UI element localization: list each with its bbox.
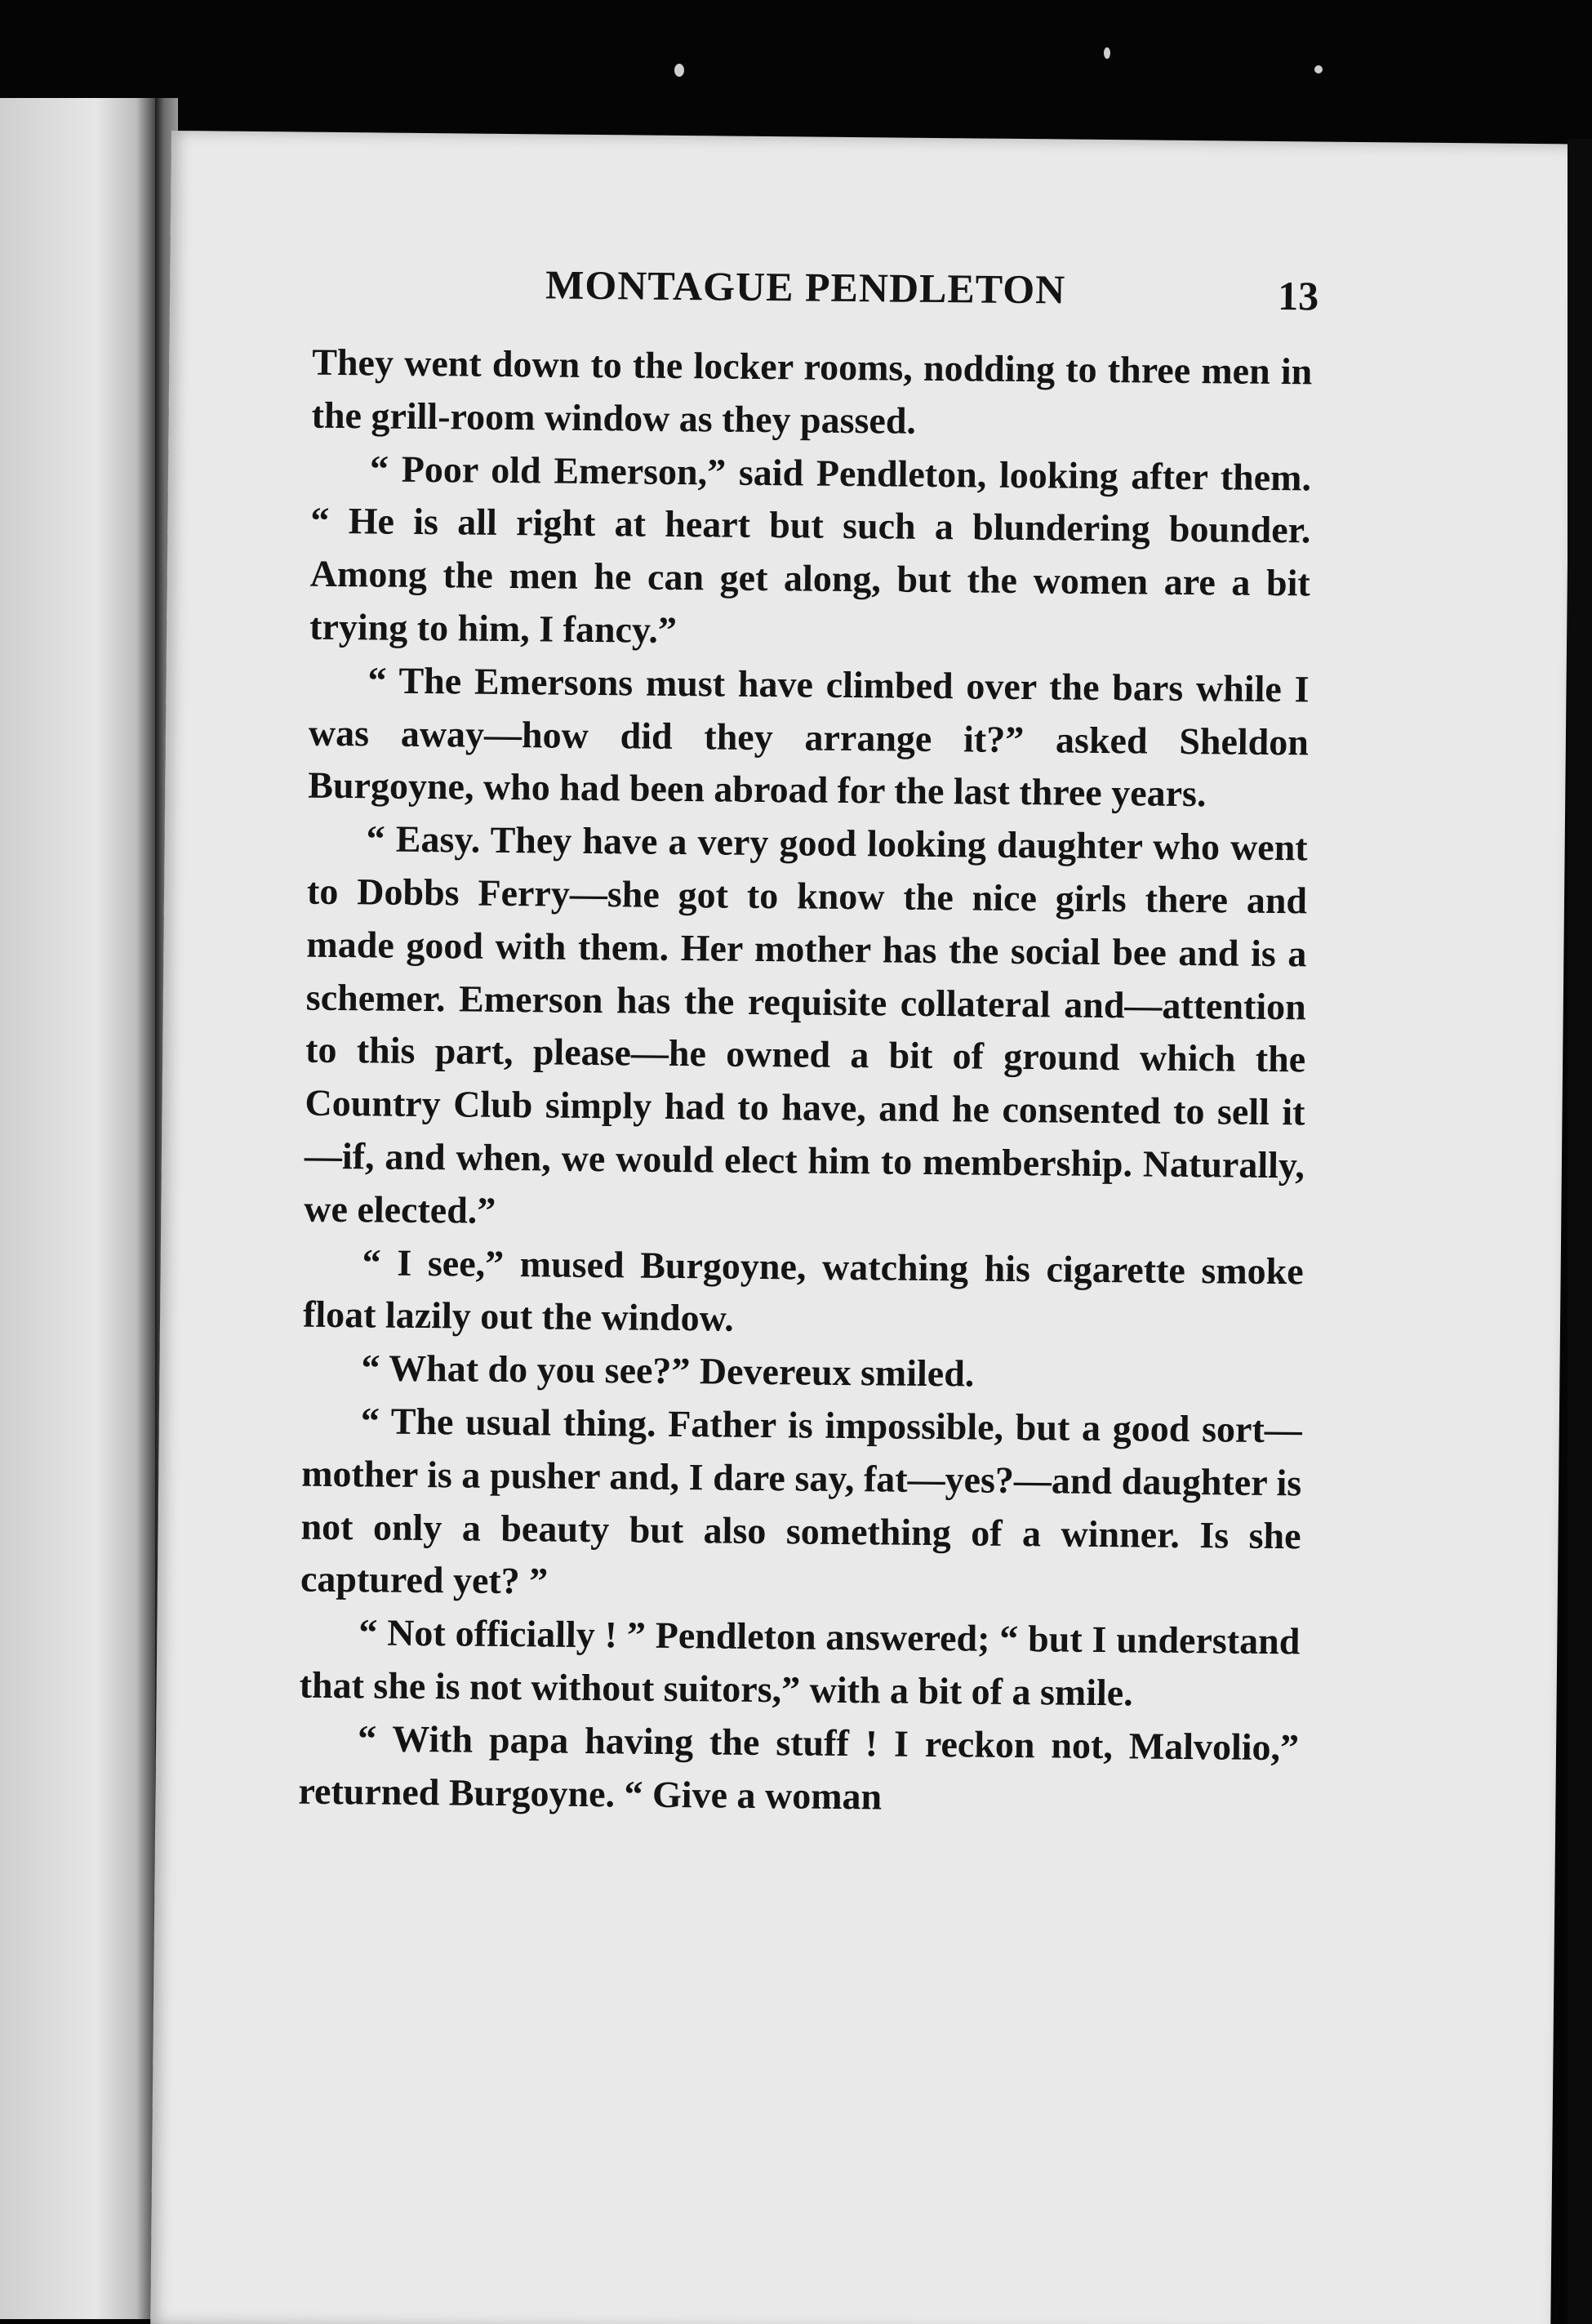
scan-speck [1314, 65, 1323, 73]
paragraph: “ With papa having the stuff ! I reckon not, Malvolio,” returned Burgoyne. “ Give a woman [298, 1717, 1300, 1817]
scan-speck [674, 64, 684, 77]
paragraph: They went down to the locker rooms, nodding to three men in the grill-room window as they passed. [311, 341, 1313, 442]
scan-background-edge [1568, 139, 1592, 2324]
page-number: 13 [1277, 273, 1319, 319]
paragraph: “ Not officially ! ” Pendleton answered; “ but I understand that she is not without suitors,” with a bit of a smile. [299, 1611, 1301, 1714]
running-head: MONTAGUE PENDLETON [545, 261, 1066, 313]
paragraph: “ The Emersons must have climbed over the bars while I was away—how did they arrange it?” asked Sheldon Burgoyne, who had been abroad for the last three years. [308, 659, 1310, 815]
scan-speck [1104, 47, 1110, 59]
page-header [171, 131, 1572, 319]
paragraph: “ Poor old Emerson,” said Pendleton, looking after them. “ He is all right at heart but such a blundering bounder. Among the men he can get along, but the women are a bit trying to him, I fancy.” [309, 447, 1312, 651]
paragraph: “ Easy. They have a very good looking daughter who went to Dobbs Ferry—she got to know the nice girls there and made good with them. Her mother has the social bee and is a schemer. Emerson has the requisite collateral and—attention to this part, please—he owned a bit of ground which the Country Club simply had to have, and he consented to sell it—if, and when, we would elect him to membership. Naturally, we elected.” [304, 817, 1308, 1231]
paragraph: “ What do you see?” Devereux smiled. [361, 1347, 975, 1395]
paragraph: “ I see,” mused Burgoyne, watching his cigarette smoke float lazily out the window. [302, 1240, 1304, 1340]
adjacent-page-edge [0, 98, 160, 2319]
book-page [150, 131, 1572, 2324]
paragraph: “ The usual thing. Father is impossible, but a good sort—mother is a pusher and, I dare say, fat—yes?—and daughter is not only a beauty but also something of a winner. Is she captured yet? ” [300, 1400, 1303, 1602]
page-body [298, 336, 1312, 1828]
